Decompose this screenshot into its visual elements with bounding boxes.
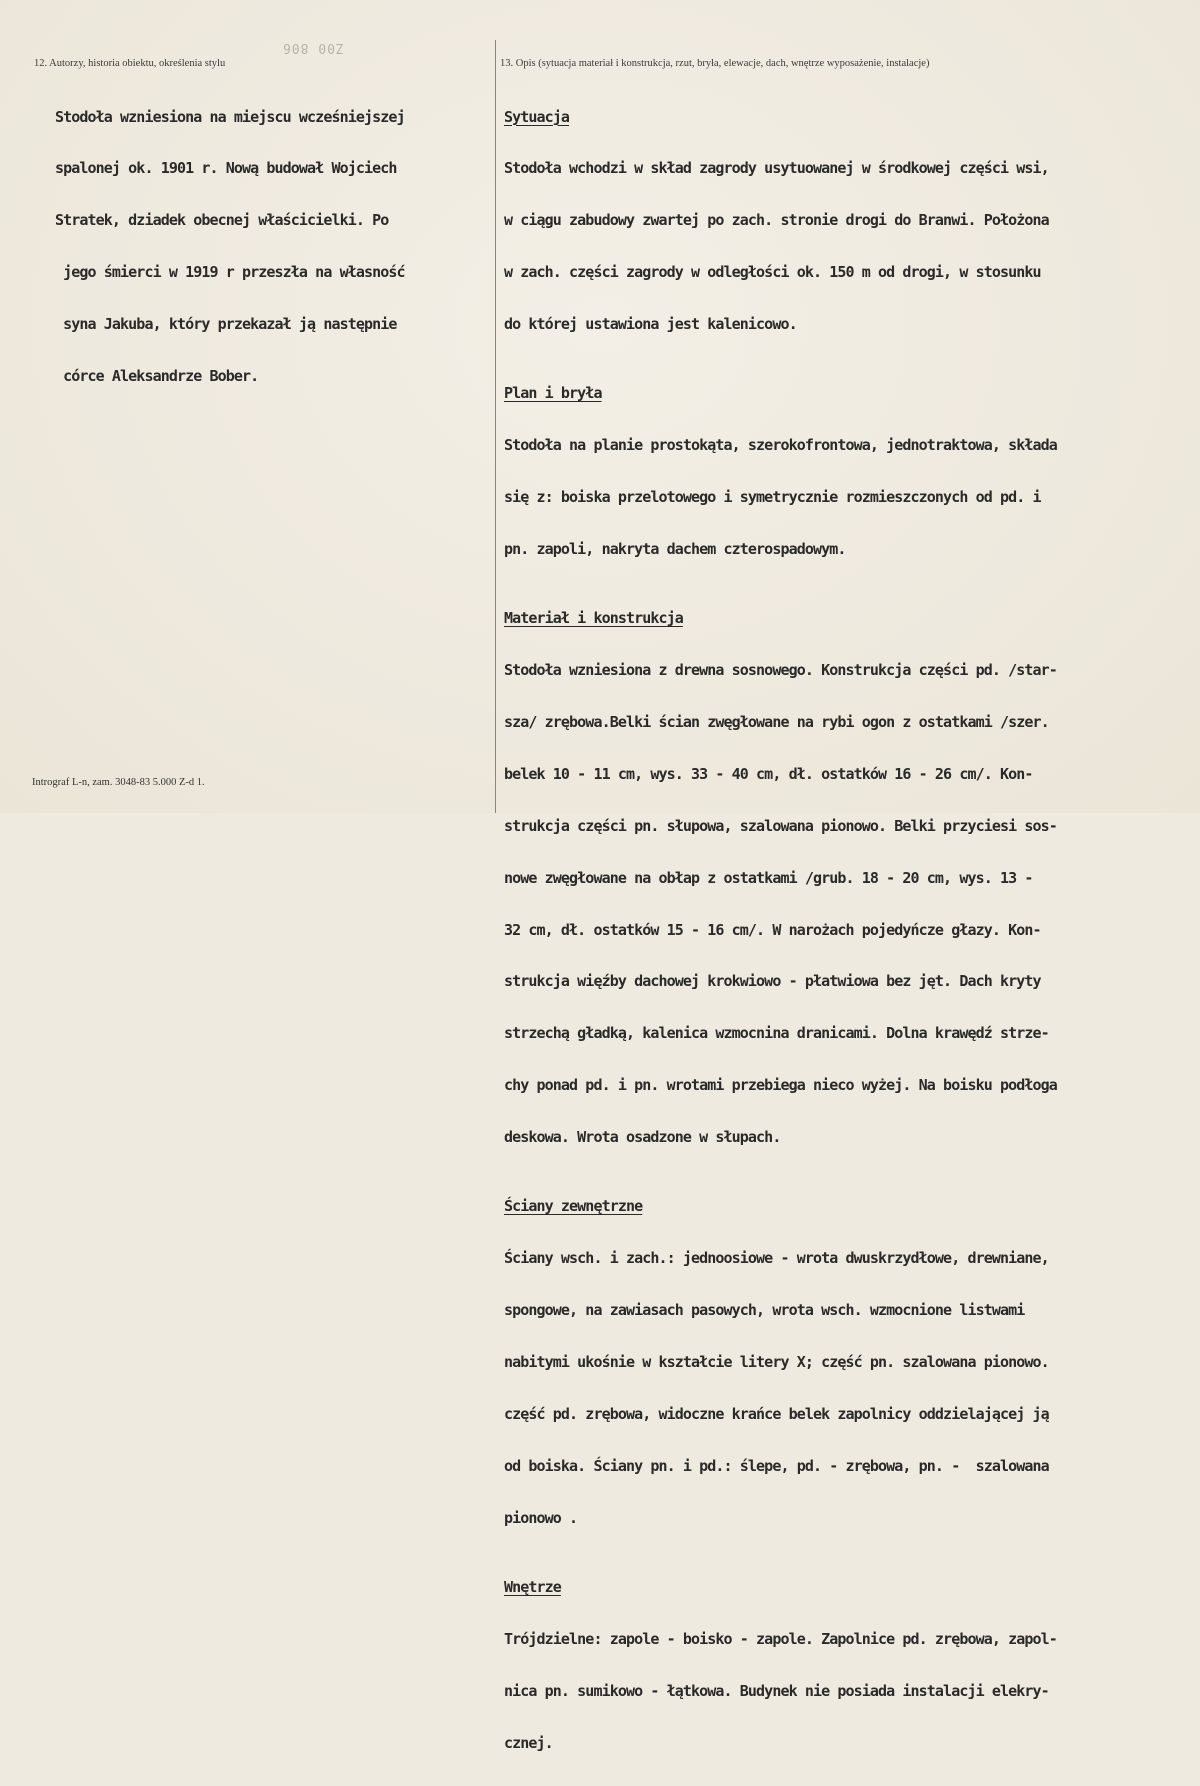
description-line: deskowa. Wrota osadzone w słupach.	[504, 1128, 781, 1147]
description-line: chy ponad pd. i pn. wrotami przebiega nieco wyżej. Na boisku podłoga	[504, 1076, 1057, 1095]
section-title-wnetrze: Wnętrze	[504, 1577, 561, 1596]
description-line: Stodoła na planie prostokąta, szerokofrontowa, jednotraktowa, składa	[504, 436, 1057, 455]
history-text	[55, 74, 405, 420]
description-line: strukcja więźby dachowej krokwiowo - płatwiowa bez jęt. Dach kryty	[504, 972, 1041, 991]
description-line: część pd. zrębowa, widoczne krańce belek zapolnicy oddzielającej ją	[504, 1404, 1049, 1423]
history-line: spalonej ok. 1901 r. Nową budował Wojciech	[55, 159, 397, 178]
description-line: nabitymi ukośnie w kształcie litery X; część pn. szalowana pionowo.	[504, 1352, 1049, 1371]
printer-imprint: Intrograf L-n, zam. 3048-83 5.000 Z-d 1.	[32, 777, 205, 788]
section-title-material: Materiał i konstrukcja	[504, 609, 683, 628]
description-line: 32 cm, dł. ostatków 15 - 16 cm/. W narożach pojedyńcze głazy. Kon-	[504, 920, 1041, 939]
description-line: nica pn. sumikowo - łątkowa. Budynek nie posiada instalacji elekry-	[504, 1681, 1049, 1700]
description-text	[504, 74, 1057, 1786]
history-line: Stodoła wzniesiona na miejscu wcześniejszej	[55, 107, 405, 126]
section-title-plan: Plan i bryła	[504, 384, 602, 403]
description-line: Ściany wsch. i zach.: jednoosiowe - wrota dwuskrzydłowe, drewniane,	[504, 1249, 1049, 1268]
history-line: syna Jakuba, który przekazał ją następnie	[55, 315, 397, 334]
section-title-sciany: Ściany zewnętrzne	[504, 1197, 643, 1216]
history-line: Stratek, dziadek obecnej właścicielki. Po	[55, 211, 389, 230]
description-line: od boiska. Ściany pn. i pd.: ślepe, pd. - zrębowa, pn. - szalowana	[504, 1456, 1049, 1475]
description-line: strukcja części pn. słupowa, szalowana pionowo. Belki przyciesi sos-	[504, 816, 1057, 835]
description-line: pn. zapoli, nakryta dachem czterospadowym.	[504, 540, 846, 559]
field-13-header: 13. Opis (sytuacja materiał i konstrukcja, rzut, bryła, elewacje, dach, wnętrze wyposażenie, instalacje)	[500, 58, 930, 69]
description-line: strzechą gładką, kalenica wzmocnina dranicami. Dolna krawędź strze-	[504, 1024, 1049, 1043]
faded-stamp: Z00 806	[282, 40, 344, 55]
section-title-sytuacja: Sytuacja	[504, 107, 570, 126]
description-line: nowe zwęgłowane na obłap z ostatkami /grub. 18 - 20 cm, wys. 13 -	[504, 868, 1033, 887]
history-line: córce Aleksandrze Bober.	[55, 367, 259, 386]
description-line: do której ustawiona jest kalenicowo.	[504, 315, 797, 334]
description-line: spongowe, na zawiasach pasowych, wrota wsch. wzmocnione listwami	[504, 1301, 1025, 1320]
field-12-header: 12. Autorzy, historia obiektu, określenia stylu	[34, 58, 226, 69]
description-line: belek 10 - 11 cm, wys. 33 - 40 cm, dł. ostatków 16 - 26 cm/. Kon-	[504, 764, 1033, 783]
description-line: cznej.	[504, 1733, 553, 1752]
description-line: pionowo .	[504, 1508, 578, 1527]
description-line: Stodoła wzniesiona z drewna sosnowego. Konstrukcja części pd. /star-	[504, 661, 1057, 680]
description-line: w zach. części zagrody w odległości ok. 150 m od drogi, w stosunku	[504, 263, 1041, 282]
history-line: jego śmierci w 1919 r przeszła na własność	[55, 263, 405, 282]
description-line: w ciągu zabudowy zwartej po zach. stronie drogi do Branwi. Położona	[504, 211, 1049, 230]
column-divider	[495, 40, 496, 813]
description-line: sza/ zrębowa.Belki ścian zwęgłowane na rybi ogon z ostatkami /szer.	[504, 712, 1049, 731]
description-line: Stodoła wchodzi w skład zagrody usytuowanej w środkowej części wsi,	[504, 159, 1049, 178]
description-line: Trójdzielne: zapole - boisko - zapole. Zapolnice pd. zrębowa, zapol-	[504, 1629, 1057, 1648]
description-line: się z: boiska przelotowego i symetrycznie rozmieszczonych od pd. i	[504, 488, 1041, 507]
